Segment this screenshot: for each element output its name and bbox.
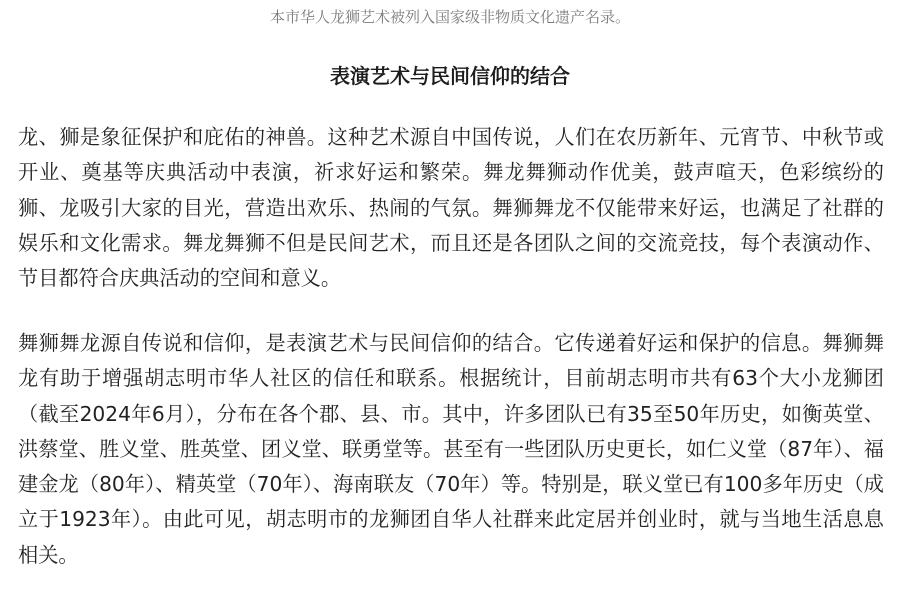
paragraph-2: 舞狮舞龙源自传说和信仰，是表演艺术与民间信仰的结合。它传递着好运和保护的信息。舞狮舞龙有助于增强胡志明市华人社区的信任和联系。根据统计，目前胡志明市共有63个大小龙狮团（截至2024年6月），分布在各个郡、县、市。其中，许多团队已有35至50年历史，如衡英堂、洪蔡堂、胜义堂、胜英堂、团义堂、联勇堂等。甚至有一些团队历史更长，如仁义堂（87年）、福建金龙（80年）、精英堂（70年）、海南联友（70年）等。特别是，联义堂已有100多年历史（成立于1923年）。由此可见，胡志明市的龙狮团自华人社群来此定居并创业时，就与当地生活息息相关。 [18, 331, 884, 567]
section-heading: 表演艺术与民间信仰的结合 [330, 64, 570, 88]
image-caption: 本市华人龙狮艺术被列入国家级非物质文化遗产名录。 [269, 8, 630, 26]
paragraph-1: 龙、狮是象征保护和庇佑的神兽。这种艺术源自中国传说，人们在农历新年、元宵节、中秋节或开业、奠基等庆典活动中表演，祈求好运和繁荣。舞龙舞狮动作优美，鼓声喧天，色彩缤纷的狮、龙吸引大家的目光，营造出欢乐、热闹的气氛。舞狮舞龙不仅能带来好运，也满足了社群的娱乐和文化需求。舞龙舞狮不但是民间艺术，而且还是各团队之间的交流竞技，每个表演动作、节目都符合庆典活动的空间和意义。 [18, 125, 884, 291]
